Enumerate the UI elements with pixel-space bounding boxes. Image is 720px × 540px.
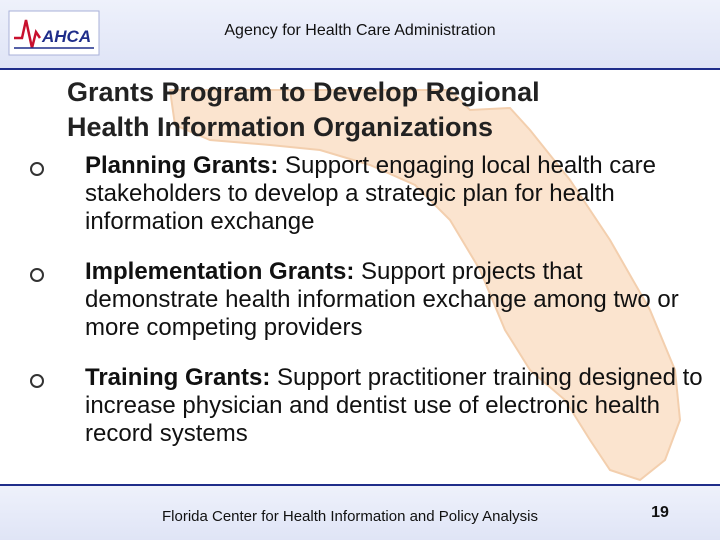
footer-band: [0, 484, 720, 540]
bullet-text: Support projects that demonstrate health information exchange among two or more competing providers: [85, 258, 679, 341]
title-line-2: Health Information Organizations: [67, 112, 494, 142]
bullet-term: Planning Grants:: [85, 152, 279, 179]
header-band: [0, 0, 720, 68]
slide-title: [67, 75, 707, 145]
bullet-item: [30, 152, 710, 236]
bullet-list: [30, 152, 710, 470]
bullet-text: Support practitioner training designed to increase physician and dentist use of electronic health record systems: [85, 364, 703, 447]
bullet-text: Support engaging local health care stakeholders to develop a strategic plan for health information exchange: [85, 152, 656, 235]
title-line-1: Grants Program to Develop Regional: [67, 77, 540, 107]
page-number: 19: [651, 504, 669, 521]
bullet-item: [30, 364, 710, 448]
bullet-circle-icon: [30, 268, 44, 282]
footer-text: Florida Center for Health Information and Policy Analysis: [161, 508, 538, 525]
logo-text: AHCA: [42, 27, 92, 46]
bullet-circle-icon: [30, 374, 44, 388]
agency-name: Agency for Health Care Administration: [224, 22, 496, 39]
bullet-item: [30, 258, 710, 342]
ahca-logo: [8, 10, 100, 56]
bullet-term: Training Grants:: [85, 364, 271, 391]
bullet-circle-icon: [30, 162, 44, 176]
bullet-term: Implementation Grants:: [85, 258, 355, 285]
header-rule: [0, 68, 720, 70]
